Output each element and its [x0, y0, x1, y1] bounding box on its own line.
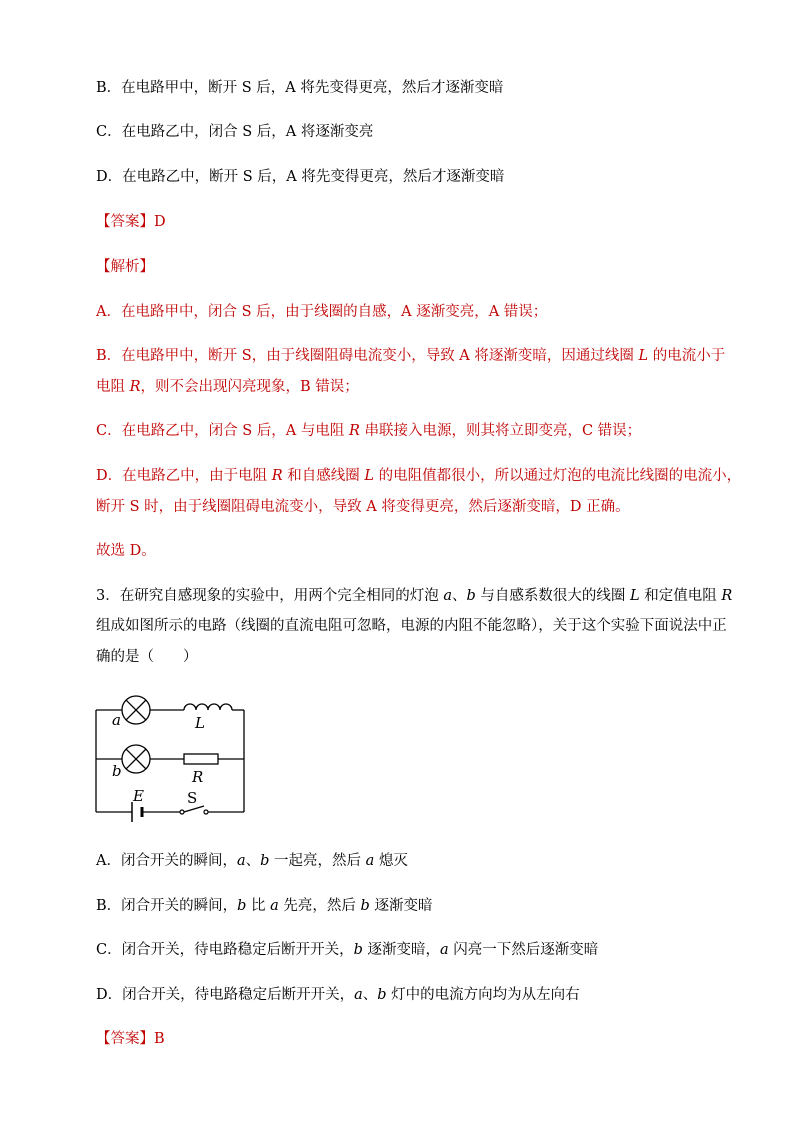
analysis-d-line1 [96, 466, 741, 486]
text: 、 [452, 588, 467, 604]
analysis-label: 【解析】 [96, 259, 154, 275]
answer-label: 【答案】 [96, 1031, 154, 1047]
option-a [96, 851, 408, 871]
option-b-prev: B．在电路甲中，断开 S 后，A 将先变得更亮，然后才逐渐变暗 [96, 80, 504, 96]
var-b: b [360, 898, 370, 914]
var-a: a [354, 987, 363, 1003]
label-E: E [133, 787, 144, 805]
option-b [96, 896, 432, 916]
text: 逐渐变暗， [362, 942, 440, 958]
option-c [96, 940, 598, 960]
option-d [96, 985, 580, 1005]
text: 灯中的电流方向均为从左向右 [386, 987, 580, 1003]
answer-2 [96, 1029, 165, 1049]
text: 和定值电阻 [639, 588, 722, 604]
option-d-prev: D．在电路乙中，断开 S 后，A 将先变得更亮，然后才逐渐变暗 [96, 169, 505, 185]
var-R: R [271, 468, 283, 484]
var-a: a [270, 898, 279, 914]
question-3-line1 [96, 586, 732, 606]
text: B．闭合开关的瞬间， [96, 898, 238, 914]
label-R: R [192, 768, 204, 786]
text: 和自感线圈 [282, 468, 365, 484]
label-b: b [112, 762, 122, 780]
text: ，则不会出现闪亮现象，B 错误； [140, 379, 359, 395]
var-a: a [365, 853, 375, 869]
var-b: b [260, 853, 270, 869]
var-b: b [353, 942, 363, 958]
text: 闪亮一下然后逐渐变暗 [448, 942, 599, 958]
text: 的电阻值都很小，所以通过灯泡的电流比线圈的电流小， [374, 468, 742, 484]
text: 的电流小于 [648, 348, 726, 364]
text: D．闭合开关，待电路稳定后断开开关， [96, 987, 355, 1003]
text: 熄灭 [374, 853, 408, 869]
text: 比 [246, 898, 271, 914]
analysis-c [96, 421, 641, 441]
text: 、 [362, 987, 378, 1003]
var-a: a [443, 588, 452, 604]
analysis-a: A．在电路甲中，闭合 S 后，由于线圈的自感，A 逐渐变亮，A 错误； [96, 304, 548, 320]
text: C．在电路乙中，闭合 S 后，A 与电阻 [96, 423, 349, 439]
text: B．在电路甲中，断开 S，由于线圈阻碍电流变小，导致 A 将逐渐变暗，因通过线圈 [96, 348, 639, 364]
text: D．在电路乙中，由于电阻 [96, 468, 272, 484]
var-R: R [721, 588, 733, 604]
text: 、 [245, 853, 261, 869]
var-L: L [638, 348, 649, 364]
var-b: b [377, 987, 387, 1003]
var-b: b [466, 588, 476, 604]
var-L: L [630, 588, 640, 604]
text: 电阻 [96, 379, 130, 395]
var-L: L [364, 468, 375, 484]
option-c-prev: C．在电路乙中，闭合 S 后，A 将逐渐变亮 [96, 124, 374, 140]
var-a: a [236, 853, 246, 869]
question-3-line3: 确的是（ ） [96, 649, 198, 665]
analysis-b-line2 [96, 377, 359, 397]
analysis-b-line1 [96, 346, 725, 366]
circuit-diagram [92, 690, 252, 825]
var-b: b [237, 898, 247, 914]
answer-value: D [154, 214, 166, 230]
var-R: R [348, 423, 360, 439]
conclusion: 故选 D。 [96, 543, 156, 559]
text: 3．在研究自感现象的实验中，用两个完全相同的灯泡 [96, 588, 444, 604]
var-R: R [129, 379, 141, 395]
var-a: a [440, 942, 449, 958]
label-a: a [112, 711, 121, 729]
analysis-d-line2: 断开 S 时，由于线圈阻碍电流变小，导致 A 将变得更亮，然后逐渐变暗，D 正确。 [96, 499, 630, 515]
answer-value: B [154, 1031, 165, 1047]
text: 逐渐变暗 [369, 898, 433, 914]
text: C．闭合开关，待电路稳定后断开开关， [96, 942, 354, 958]
question-3-line2: 组成如图所示的电路（线圈的直流电阻可忽略，电源的内阻不能忽略），关于这个实验下面说法中正 [96, 618, 727, 634]
text: 先亮，然后 [278, 898, 361, 914]
label-L: L [195, 714, 205, 732]
label-S: S [187, 789, 198, 807]
text: 串联接入电源，则其将立即变亮，C 错误； [359, 423, 642, 439]
answer-label: 【答案】 [96, 214, 154, 230]
text: A．闭合开关的瞬间， [96, 853, 237, 869]
text: 一起亮，然后 [269, 853, 366, 869]
text: 与自感系数很大的线圈 [475, 588, 631, 604]
answer-1 [96, 212, 166, 232]
